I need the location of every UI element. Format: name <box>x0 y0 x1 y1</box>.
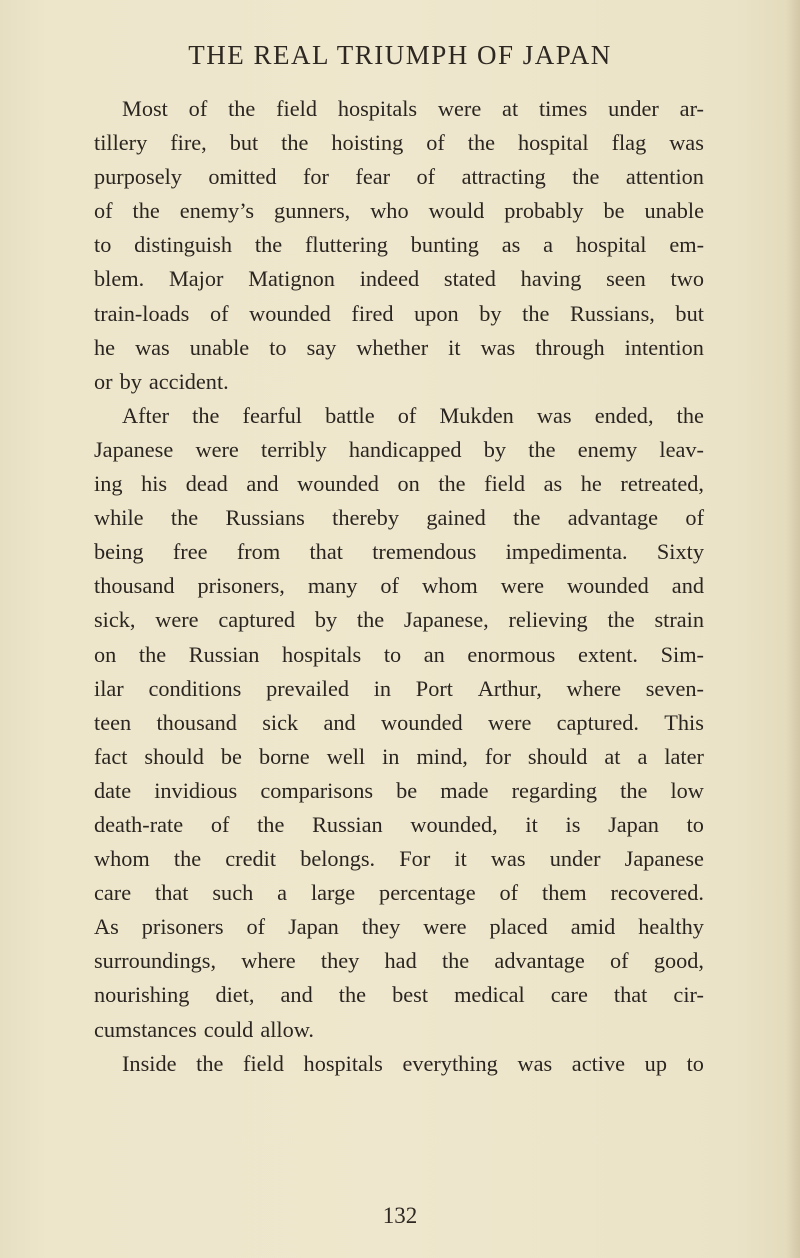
word: should <box>144 743 204 769</box>
word: could <box>203 1016 254 1042</box>
word: sick <box>262 709 299 735</box>
word: the <box>620 777 648 803</box>
word: everything <box>402 1050 498 1076</box>
word: they <box>361 914 401 940</box>
word: advantage <box>567 505 659 531</box>
word: fearful <box>242 402 302 428</box>
text-line <box>94 706 704 740</box>
word: flag <box>611 130 647 156</box>
word: belongs. <box>300 846 376 872</box>
page-number: 132 <box>382 1203 418 1228</box>
word: leav- <box>659 436 704 462</box>
text-line <box>94 842 704 876</box>
word: the <box>138 641 167 667</box>
word: was <box>480 334 516 360</box>
word: ing <box>94 471 123 497</box>
word: unable <box>644 198 704 224</box>
word: extent. <box>577 641 638 667</box>
word: to <box>686 811 704 837</box>
word: it <box>448 334 461 360</box>
word: by <box>314 607 338 633</box>
word: field <box>484 471 526 497</box>
word: tremendous <box>372 539 477 565</box>
word: date <box>94 777 132 803</box>
word: ar- <box>679 96 704 121</box>
word: made <box>440 777 489 803</box>
word: at <box>502 96 519 121</box>
word: hospital <box>517 130 589 156</box>
text-line <box>94 1047 704 1081</box>
word: as <box>501 232 521 258</box>
word: the <box>338 982 367 1008</box>
word: of <box>426 130 445 156</box>
word: Japanese <box>624 846 704 872</box>
word: the <box>607 607 635 633</box>
word: captured. <box>556 709 639 735</box>
word: upon <box>414 300 459 326</box>
word: would <box>428 198 485 224</box>
word: were <box>488 709 532 735</box>
text-line <box>94 160 704 194</box>
word: Most <box>122 96 168 121</box>
word: active <box>571 1050 626 1076</box>
word: a <box>543 232 554 258</box>
word: be <box>220 743 242 769</box>
word: that <box>155 880 189 906</box>
word: the <box>572 164 600 190</box>
word: who <box>370 198 409 224</box>
word: hospitals <box>303 1050 383 1076</box>
word: as <box>543 471 563 497</box>
word: field <box>243 1050 284 1076</box>
word: Russian <box>312 811 383 837</box>
word: of <box>380 573 399 599</box>
word: As <box>94 914 119 940</box>
text-line <box>94 569 704 603</box>
word: em- <box>669 232 704 258</box>
word: of <box>685 505 704 531</box>
word: allow. <box>260 1016 314 1042</box>
word: credit <box>225 846 277 872</box>
text-line <box>94 535 704 569</box>
word: having <box>520 266 582 292</box>
word: fluttering <box>304 232 388 258</box>
word: were <box>155 607 199 633</box>
word: conditions <box>148 675 242 701</box>
word: recovered. <box>610 880 704 906</box>
word: enemy <box>577 436 638 462</box>
word: wounded <box>297 471 379 497</box>
word: distinguish <box>134 232 233 258</box>
word: seen <box>606 266 646 292</box>
text-line <box>94 638 704 672</box>
word: of <box>246 914 266 940</box>
word: and <box>280 982 313 1008</box>
word: Sixty <box>656 539 704 565</box>
word: Mukden <box>439 402 514 428</box>
word: dead <box>185 471 228 497</box>
word: them <box>542 880 587 906</box>
word: was <box>490 846 526 872</box>
word: attention <box>625 164 704 190</box>
word: say <box>306 334 337 360</box>
word: should <box>527 743 588 769</box>
word: whom <box>421 573 478 599</box>
word: Japan <box>288 914 339 940</box>
text-line <box>94 910 704 944</box>
word: was <box>536 402 572 428</box>
word: being <box>94 539 144 565</box>
word: cumstances <box>94 1016 197 1042</box>
word: the <box>522 300 550 326</box>
word: advantage <box>494 948 585 974</box>
word: thousand <box>156 709 237 735</box>
word: the <box>528 436 556 462</box>
word: the <box>196 1050 224 1076</box>
word: well <box>326 743 366 769</box>
text-line <box>94 126 704 160</box>
word: by <box>119 368 142 394</box>
word: invidious <box>154 777 238 803</box>
word: two <box>670 266 704 292</box>
word: Sim- <box>660 641 704 667</box>
word: wounded <box>249 300 331 326</box>
word: placed <box>489 914 548 940</box>
word: of <box>416 164 436 190</box>
word: a <box>277 880 288 906</box>
word: was <box>135 334 170 360</box>
word: thousand <box>94 573 175 599</box>
word: they <box>320 948 360 974</box>
word: under <box>608 96 659 121</box>
word: unable <box>189 334 250 360</box>
word: sick, <box>94 607 136 633</box>
word: retreated, <box>620 471 704 497</box>
text-line <box>94 978 704 1012</box>
word: nourishing <box>94 982 190 1008</box>
word: good, <box>653 948 704 974</box>
word: and <box>246 471 279 497</box>
word: the <box>438 471 466 497</box>
word: wounded <box>380 709 463 735</box>
text-line <box>94 399 704 433</box>
word: later <box>664 743 704 769</box>
word: low <box>670 777 704 803</box>
word: the <box>257 811 285 837</box>
word: the <box>132 198 160 224</box>
word: from <box>236 539 281 565</box>
word: teen <box>94 709 132 735</box>
text-line <box>94 672 704 706</box>
word: medical <box>454 982 525 1008</box>
word: the <box>356 607 385 633</box>
word: that <box>613 982 648 1008</box>
word: but <box>675 300 704 326</box>
word: best <box>392 982 429 1008</box>
word: was <box>517 1050 553 1076</box>
text-line <box>94 740 704 774</box>
word: Major <box>168 266 224 292</box>
word: handicapped <box>348 436 462 462</box>
word: on <box>397 471 420 497</box>
word: percentage <box>379 880 476 906</box>
word: care <box>94 880 132 906</box>
word: to <box>94 232 112 258</box>
word: to <box>269 334 287 360</box>
text-line <box>94 1013 704 1047</box>
word: train-loads <box>94 300 190 326</box>
word: impedimenta. <box>505 539 628 565</box>
word: where <box>241 948 296 974</box>
word: Japanese <box>94 436 174 462</box>
word: of <box>610 948 629 974</box>
word: hospitals <box>337 96 418 121</box>
word: the <box>192 402 220 428</box>
text-line <box>94 501 704 535</box>
word: seven- <box>645 675 704 701</box>
word: Japanese, <box>403 607 489 633</box>
word: gained <box>426 505 486 531</box>
word: were <box>423 914 467 940</box>
word: to <box>686 1050 704 1076</box>
word: it <box>454 846 467 872</box>
word: Matignon <box>248 266 335 292</box>
word: it <box>525 811 538 837</box>
word: be <box>396 777 418 803</box>
word: hospital <box>575 232 647 258</box>
page-edge-shadow <box>786 0 800 1258</box>
word: fear <box>355 164 391 190</box>
word: he <box>94 334 116 360</box>
word: the <box>467 130 496 156</box>
word: and <box>671 573 704 599</box>
word: the <box>228 96 256 121</box>
word: the <box>254 232 283 258</box>
word: the <box>441 948 470 974</box>
word: healthy <box>638 914 704 940</box>
word: After <box>122 402 170 428</box>
word: where <box>566 675 622 701</box>
word: by <box>483 436 507 462</box>
word: blem. <box>94 266 145 292</box>
word: whom <box>94 846 150 872</box>
word: Russian <box>188 641 260 667</box>
word: by <box>479 300 502 326</box>
word: hospitals <box>281 641 362 667</box>
word: field <box>276 96 317 121</box>
word: the <box>513 505 541 531</box>
word: such <box>212 880 254 906</box>
word: up <box>644 1050 667 1076</box>
word: Arthur, <box>477 675 542 701</box>
word: of <box>499 880 519 906</box>
word: amid <box>570 914 616 940</box>
text-line <box>94 365 704 399</box>
word: of <box>397 402 417 428</box>
word: prevailed <box>266 675 350 701</box>
word: a <box>637 743 648 769</box>
word: Inside <box>122 1050 177 1076</box>
word: fire, <box>170 130 207 156</box>
word: he <box>580 471 602 497</box>
word: the <box>173 846 202 872</box>
word: the <box>281 130 309 156</box>
word: whether <box>356 334 429 360</box>
text-line <box>94 297 704 331</box>
word: comparisons <box>260 777 374 803</box>
word: intention <box>624 334 704 360</box>
word: at <box>604 743 621 769</box>
word: attracting <box>461 164 546 190</box>
word: cir- <box>673 982 704 1008</box>
text-line <box>94 467 704 501</box>
word: in <box>373 675 392 701</box>
word: of <box>94 198 113 224</box>
word: purposely <box>94 164 182 190</box>
text-line <box>94 433 704 467</box>
word: thereby <box>332 505 399 531</box>
word: but <box>229 130 259 156</box>
word: the <box>676 402 704 428</box>
word: was <box>669 130 704 156</box>
word: be <box>603 198 625 224</box>
word: relieving <box>508 607 588 633</box>
word: to <box>383 641 402 667</box>
word: times <box>538 96 588 121</box>
word: and <box>323 709 356 735</box>
word: regarding <box>511 777 598 803</box>
word: or <box>94 368 113 394</box>
word: mind, <box>416 743 468 769</box>
word: enemy’s <box>179 198 255 224</box>
text-line <box>94 808 704 842</box>
word: omitted <box>208 164 277 190</box>
word: ilar <box>94 675 124 701</box>
word: fact <box>94 743 128 769</box>
word: stated <box>443 266 496 292</box>
word: indeed <box>359 266 420 292</box>
word: for <box>484 743 511 769</box>
word: captured <box>218 607 296 633</box>
word: terribly <box>261 436 327 462</box>
word: on <box>94 641 117 667</box>
word: were <box>195 436 239 462</box>
word: in <box>382 743 400 769</box>
text-line <box>94 876 704 910</box>
word: under <box>549 846 601 872</box>
word: Port <box>415 675 453 701</box>
word: while <box>94 505 144 531</box>
text-line <box>94 331 704 365</box>
word: free <box>172 539 208 565</box>
word: borne <box>258 743 310 769</box>
word: battle <box>325 402 375 428</box>
word: fired <box>351 300 394 326</box>
word: This <box>664 709 704 735</box>
word: enormous <box>467 641 556 667</box>
word: had <box>384 948 417 974</box>
word: probably <box>504 198 584 224</box>
word: accident. <box>148 368 229 394</box>
word: of <box>188 96 208 121</box>
body-text <box>94 92 704 1081</box>
word: bunting <box>410 232 479 258</box>
word: prisoners, <box>197 573 285 599</box>
text-line <box>94 194 704 228</box>
word: strain <box>654 607 704 633</box>
running-head: THE REAL TRIUMPH OF JAPAN <box>188 40 612 70</box>
word: of <box>209 300 229 326</box>
word: diet, <box>215 982 255 1008</box>
word: Japan <box>608 811 659 837</box>
text-line <box>94 228 704 262</box>
word: for <box>302 164 329 190</box>
word: surroundings, <box>94 948 217 974</box>
word: gunners, <box>274 198 351 224</box>
word: hoisting <box>331 130 404 156</box>
word: through <box>535 334 605 360</box>
text-line <box>94 92 704 126</box>
text-line <box>94 774 704 808</box>
text-line <box>94 603 704 637</box>
word: Russians <box>225 505 305 531</box>
word: were <box>437 96 482 121</box>
word: ended, <box>594 402 654 428</box>
word: were <box>500 573 545 599</box>
word: wounded <box>567 573 649 599</box>
text-line <box>94 262 704 296</box>
word: care <box>550 982 588 1008</box>
word: the <box>170 505 199 531</box>
word: large <box>310 880 356 906</box>
word: an <box>423 641 445 667</box>
word: his <box>141 471 168 497</box>
word: of <box>210 811 230 837</box>
word: Russians, <box>569 300 655 326</box>
text-line <box>94 944 704 978</box>
word: many <box>307 573 358 599</box>
word: For <box>399 846 431 872</box>
word: is <box>565 811 581 837</box>
word: prisoners <box>141 914 224 940</box>
word: death-rate <box>94 811 184 837</box>
word: tillery <box>94 130 148 156</box>
word: wounded, <box>410 811 498 837</box>
word: that <box>309 539 343 565</box>
